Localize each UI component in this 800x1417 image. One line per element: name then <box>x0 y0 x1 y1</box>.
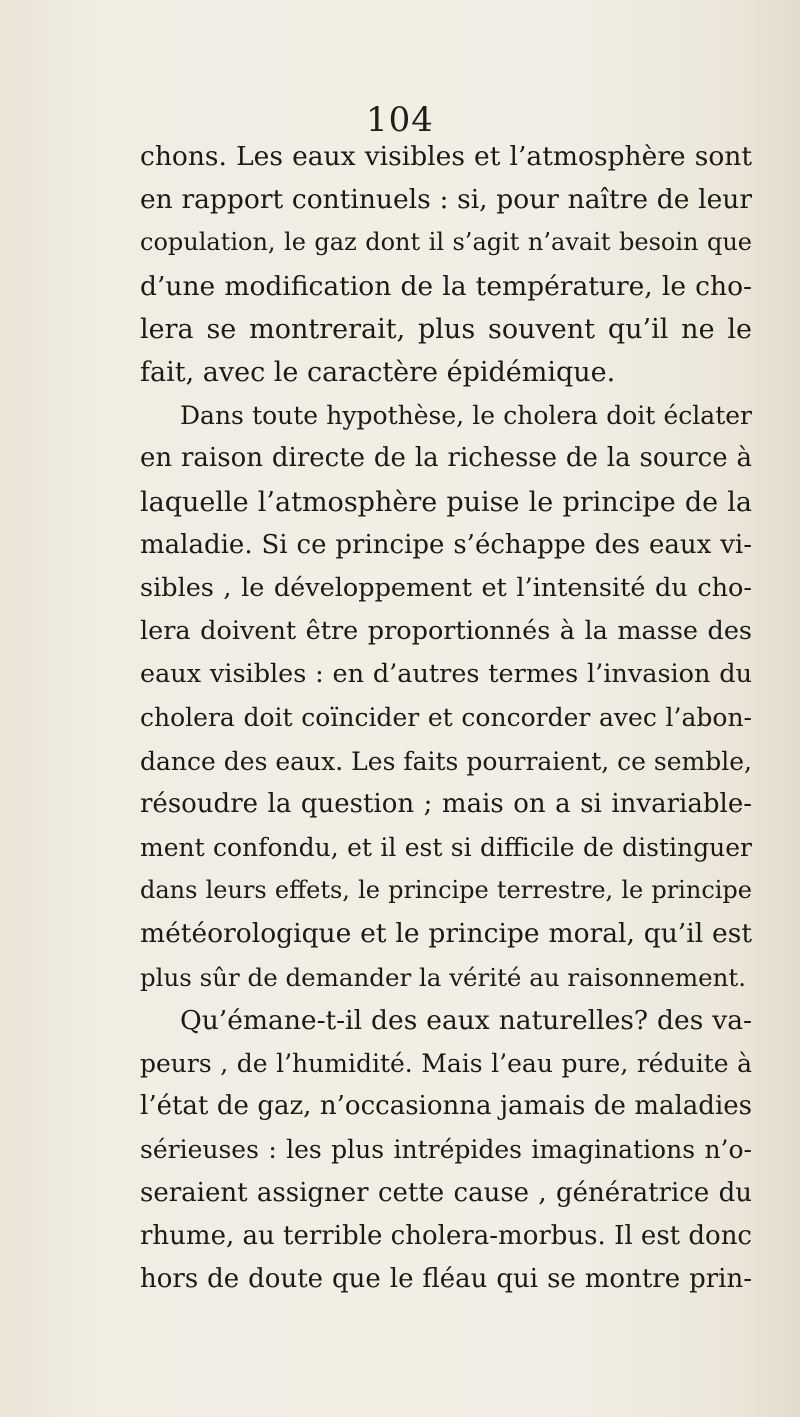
text-line-17: ment confondu, et il est si difficile de distinguer <box>140 833 752 862</box>
text-line-11: sibles , le développement et l’intensité du cho- <box>140 572 752 603</box>
text-line-9: laquelle l’atmosphère puise le principe de la <box>140 486 752 518</box>
text-line-20: plus sûr de demander la vérité au raisonnement. <box>140 962 747 992</box>
text-line-13: eaux visibles : en d’autres termes l’invasion du <box>140 659 752 690</box>
text-line-14: cholera doit coïncider et concorder avec l’abon- <box>140 703 752 733</box>
text-line-7: Dans toute hypothèse, le cholera doit éclater <box>180 401 752 431</box>
text-line-4: d’une modification de la température, le cho- <box>140 270 752 302</box>
text-line-18: dans leurs effets, le principe terrestre, le principe <box>140 876 752 905</box>
text-line-16: résoudre la question ; mais on a si invariable- <box>140 788 752 819</box>
text-line-8: en raison directe de la richesse de la source à <box>140 443 752 474</box>
text-line-21: Qu’émane-t-il des eaux naturelles? des va- <box>180 1004 752 1036</box>
text-line-6: fait, avec le caractère épidémique. <box>140 356 616 388</box>
text-line-22: peurs , de l’humidité. Mais l’eau pure, réduite à <box>140 1048 752 1078</box>
text-line-19: météorologique et le principe moral, qu’il est <box>140 918 752 950</box>
text-line-25: seraient assigner cette cause , génératrice du <box>140 1177 752 1208</box>
page-number: 104 <box>366 100 434 140</box>
text-line-10: maladie. Si ce principe s’échappe des eaux vi- <box>140 529 752 560</box>
text-line-5: lera se montrerait, plus souvent qu’il ne le <box>140 313 752 345</box>
text-line-12: lera doivent être proportionnés à la masse des <box>140 616 752 647</box>
text-line-15: dance des eaux. Les faits pourraient, ce semble, <box>140 746 752 776</box>
text-line-1: chons. Les eaux visibles et l’atmosphère sont <box>140 141 752 172</box>
text-line-3: copulation, le gaz dont il s’agit n’avait besoin que <box>140 228 752 257</box>
text-line-24: sérieuses : les plus intrépides imaginations n’o- <box>140 1135 752 1165</box>
text-line-26: rhume, au terrible cholera-morbus. Il est donc <box>140 1220 752 1251</box>
text-line-2: en rapport continuels : si, pour naître de leur <box>140 184 752 216</box>
text-line-23: l’état de gaz, n’occasionna jamais de maladies <box>140 1091 752 1122</box>
text-line-27: hors de doute que le fléau qui se montre prin- <box>140 1263 752 1294</box>
body-text <box>140 135 752 1301</box>
